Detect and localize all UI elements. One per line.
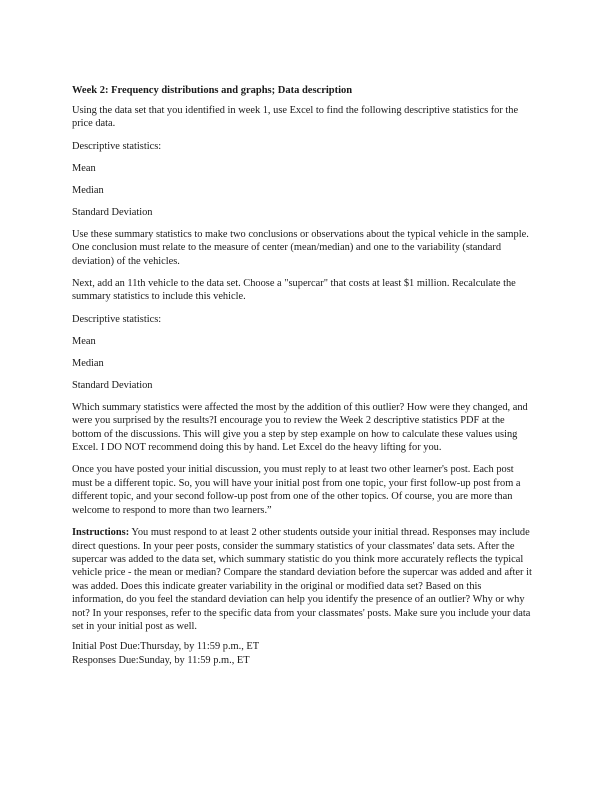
conclusion-paragraph: Use these summary statistics to make two conclusions or observations about the typical vehicle in the sample. One conclusion must relate to the measure of center (mean/median) and one to the variability (standard deviation) of the vehicles. [72, 228, 529, 267]
reply-paragraph: Once you have posted your initial discussion, you must reply to at least two other learner's post. Each post must be a different topic. So, you will have your initial post from one topic, your first follow-up post from a different topic, and your second follow-up post from one of the other topics. Of course, you are more than welcome to respond to more than two learners.” [72, 464, 521, 516]
stat-item-median: Median [72, 184, 104, 196]
stats-label: Descriptive statistics: [72, 140, 162, 152]
instructions-label: Instructions: [72, 527, 130, 539]
intro-paragraph: Using the data set that you identified in week 1, use Excel to find the following descriptive statistics for the price data. [72, 105, 519, 130]
stats-list-with-supercar [72, 313, 532, 392]
responses-due: Responses Due:Sunday, by 11:59 p.m., ET [72, 654, 250, 666]
initial-post-due: Initial Post Due:Thursday, by 11:59 p.m., ET [72, 641, 260, 653]
stat-item-mean: Mean [72, 335, 96, 347]
stat-item-standard-deviation: Standard Deviation [72, 206, 153, 218]
document-page [72, 84, 532, 667]
instructions-paragraph [72, 526, 532, 633]
outlier-paragraph: Which summary statistics were affected the most by the addition of this outlier? How were they changed, and were you surprised by the results?I encourage you to review the Week 2 descriptive statistics PDF at the bottom of the discussions. This will give you a step by step example on how to calculate these values using Excel. I DO NOT recommend doing this by hand. Let Excel do the heavy lifting for you. [72, 401, 528, 454]
supercar-paragraph: Next, add an 11th vehicle to the data set. Choose a "supercar" that costs at least $1 million. Recalculate the summary statistics to include this vehicle. [72, 278, 516, 303]
stat-item-mean: Mean [72, 162, 96, 174]
stat-item-median: Median [72, 357, 104, 369]
stats-label: Descriptive statistics: [72, 313, 162, 325]
page-title: Week 2: Frequency distributions and graphs; Data description [72, 85, 353, 96]
instructions-text: You must respond to at least 2 other students outside your initial thread. Responses may include direct questions. In your peer posts, consider the summary statistics of your classmates' data sets. After the supercar was added to the data set, which summary statistic do you think more accurately reflects the typical vehicle price - the mean or median? Compare the standard deviation before the supercar was added and after it was added. Does this indicate greater variability in the original or modified data set? Based on this information, do you feel the standard deviation can help you identify the presence of an outlier? Why or why not? In your responses, refer to the specific data from your classmates' posts. Make sure you include your data set in your initial post as well. [72, 527, 532, 632]
stats-list-original [72, 140, 532, 219]
stat-item-standard-deviation: Standard Deviation [72, 379, 153, 391]
